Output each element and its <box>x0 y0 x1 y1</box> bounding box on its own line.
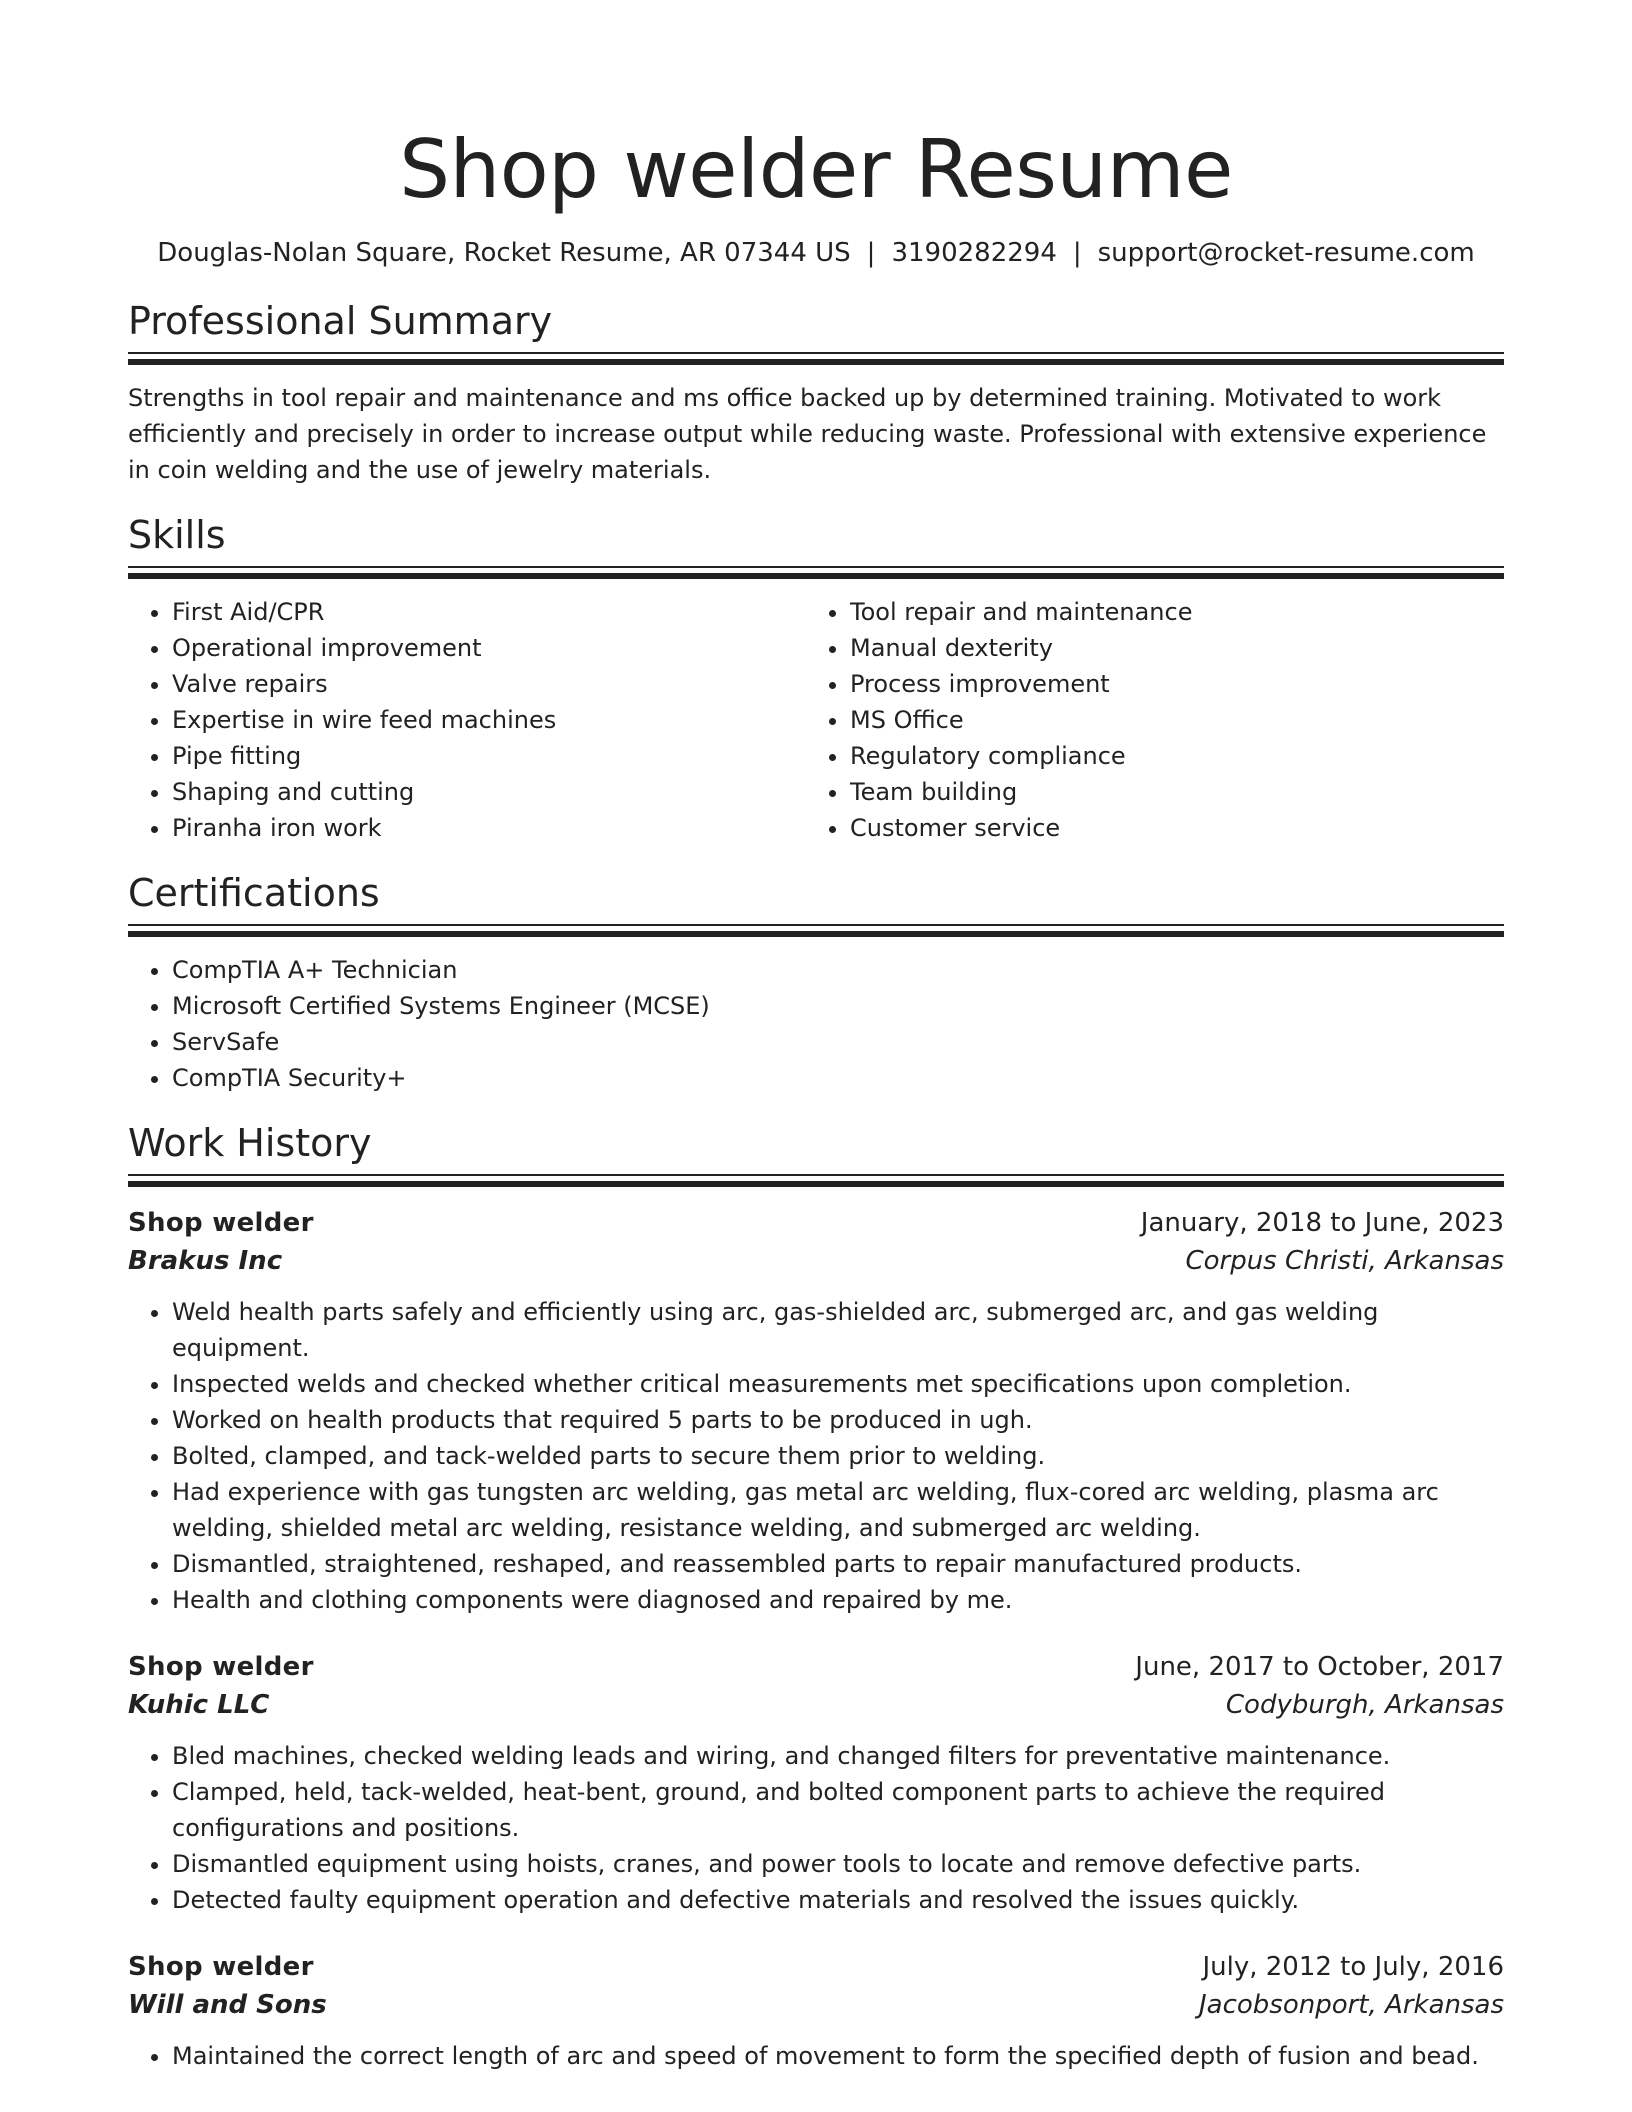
skill-item: • First Aid/CPR <box>172 594 806 630</box>
job-entry <box>128 1948 1504 2074</box>
job-bullet: • Bled machines, checked welding leads and wiring, and changed filters for preventative maintenance. <box>172 1738 1504 1774</box>
job-company: Kuhic LLC <box>128 1690 270 1720</box>
job-location: Codyburgh, Arkansas <box>1225 1690 1504 1720</box>
skills-list-right <box>806 594 1484 846</box>
page-title: Shop welder Resume <box>399 123 1233 216</box>
job-company: Brakus Inc <box>128 1246 283 1276</box>
job-bullet: • Detected faulty equipment operation and defective materials and resolved the issues quickly. <box>172 1882 1504 1918</box>
contact-line <box>128 236 1504 270</box>
skill-item: • Manual dexterity <box>850 630 1484 666</box>
skill-item: • Pipe fitting <box>172 738 806 774</box>
section-divider <box>128 352 1504 366</box>
skill-item: • Operational improvement <box>172 630 806 666</box>
skill-item: • Customer service <box>850 810 1484 846</box>
job-location: Corpus Christi, Arkansas <box>1185 1246 1504 1276</box>
job-entry <box>128 1204 1504 1618</box>
job-dates: July, 2012 to July, 2016 <box>1202 1952 1504 1982</box>
job-bullets <box>128 1294 1504 1618</box>
job-dates: January, 2018 to June, 2023 <box>1140 1208 1504 1238</box>
skill-item: • Piranha iron work <box>172 810 806 846</box>
skills-section <box>128 512 1504 846</box>
contact-separator: | <box>866 238 876 268</box>
contact-phone: 3190282294 <box>891 238 1057 268</box>
skill-item: • Regulatory compliance <box>850 738 1484 774</box>
job-bullet: • Clamped, held, tack-welded, heat-bent, ground, and bolted component parts to achieve the required configurations and positions. <box>172 1774 1504 1846</box>
summary-section <box>128 298 1504 488</box>
section-divider <box>128 566 1504 580</box>
job-company: Will and Sons <box>128 1990 327 2020</box>
summary-heading: Professional Summary <box>128 299 553 343</box>
skills-heading: Skills <box>128 513 226 557</box>
job-bullet: • Dismantled, straightened, reshaped, and reassembled parts to repair manufactured products. <box>172 1546 1504 1582</box>
skill-item: • Team building <box>850 774 1484 810</box>
job-bullet: • Worked on health products that required 5 parts to be produced in ugh. <box>172 1402 1504 1438</box>
certification-item: • ServSafe <box>172 1024 1504 1060</box>
job-title: Shop welder <box>128 1652 314 1682</box>
summary-text: Strengths in tool repair and maintenance and ms office backed up by determined training. Motivated to work efficiently and precisely in order to increase output while reducing waste. Professional with extensive experience in coin welding and the use of jewelry materials. <box>128 384 1487 484</box>
skills-list-left <box>128 594 806 846</box>
job-bullet: • Maintained the correct length of arc and speed of movement to form the specified depth of fusion and bead. <box>172 2038 1504 2074</box>
certifications-heading: Certifications <box>128 871 380 915</box>
job-entry <box>128 1648 1504 1918</box>
job-dates: June, 2017 to October, 2017 <box>1135 1652 1504 1682</box>
certification-item: • Microsoft Certified Systems Engineer (MCSE) <box>172 988 1504 1024</box>
job-bullet: • Health and clothing components were diagnosed and repaired by me. <box>172 1582 1504 1618</box>
contact-email: support@rocket-resume.com <box>1097 238 1475 268</box>
job-bullets <box>128 2038 1504 2074</box>
job-bullets <box>128 1738 1504 1918</box>
certification-item: • CompTIA Security+ <box>172 1060 1504 1096</box>
job-title: Shop welder <box>128 1952 314 1982</box>
skill-item: • Shaping and cutting <box>172 774 806 810</box>
job-bullet: • Bolted, clamped, and tack-welded parts to secure them prior to welding. <box>172 1438 1504 1474</box>
work-history-heading: Work History <box>128 1121 372 1165</box>
job-bullet: • Weld health parts safely and efficiently using arc, gas-shielded arc, submerged arc, and gas welding equipment. <box>172 1294 1504 1366</box>
job-location: Jacobsonport, Arkansas <box>1198 1990 1504 2020</box>
skill-item: • Valve repairs <box>172 666 806 702</box>
certifications-list <box>128 952 1504 1096</box>
skill-item: • Tool repair and maintenance <box>850 594 1484 630</box>
contact-address: Douglas-Nolan Square, Rocket Resume, AR 07344 US <box>157 238 851 268</box>
section-divider <box>128 1174 1504 1188</box>
skill-item: • MS Office <box>850 702 1484 738</box>
job-title: Shop welder <box>128 1208 314 1238</box>
section-divider <box>128 924 1504 938</box>
job-bullet: • Had experience with gas tungsten arc welding, gas metal arc welding, flux-cored arc welding, plasma arc welding, shielded metal arc welding, resistance welding, and submerged arc welding. <box>172 1474 1504 1546</box>
contact-separator: | <box>1072 238 1082 268</box>
resume-page <box>128 0 1504 2074</box>
skill-item: • Expertise in wire feed machines <box>172 702 806 738</box>
certification-item: • CompTIA A+ Technician <box>172 952 1504 988</box>
job-bullet: • Inspected welds and checked whether critical measurements met specifications upon completion. <box>172 1366 1504 1402</box>
certifications-section <box>128 870 1504 1096</box>
job-bullet: • Dismantled equipment using hoists, cranes, and power tools to locate and remove defective parts. <box>172 1846 1504 1882</box>
work-history-section <box>128 1120 1504 2074</box>
skill-item: • Process improvement <box>850 666 1484 702</box>
